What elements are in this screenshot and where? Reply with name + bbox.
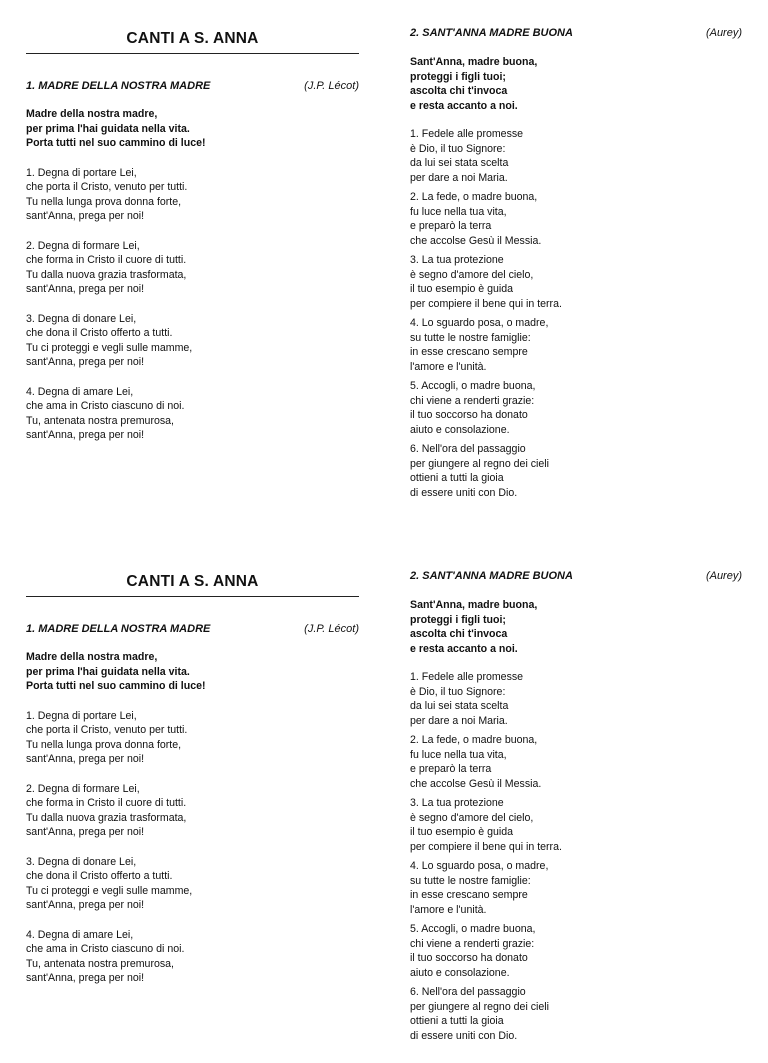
verse-line: Tu nella lunga prova donna forte, — [26, 195, 182, 208]
song1-verse-1 — [26, 709, 359, 767]
verse-line: in esse crescano sempre — [410, 346, 528, 358]
verse-line: è segno d'amore del cielo, — [410, 268, 534, 281]
verse-line: 2. Degna di formare Lei, — [26, 782, 140, 795]
verse-line: ottieni a tutti la gioia — [410, 472, 504, 484]
song1-verse-4 — [26, 385, 359, 443]
verse-line: 3. Degna di donare Lei, — [26, 312, 137, 325]
verse-line: Tu, antenata nostra premurosa, — [26, 957, 175, 970]
verse-line: che porta il Cristo, venuto per tutti. — [26, 181, 188, 193]
song2-refrain — [410, 598, 742, 656]
verse-line: sant'Anna, prega per noi! — [26, 356, 145, 368]
refrain-line: Porta tutti nel suo cammino di luce! — [26, 680, 206, 692]
verse-line: sant'Anna, prega per noi! — [26, 972, 145, 984]
song2-verse-4 — [410, 859, 742, 917]
verse-line: 2. La fede, o madre buona, — [410, 191, 538, 203]
song2-author: (Aurey) — [705, 27, 742, 39]
verse-line: l'amore e l'unità. — [410, 903, 487, 916]
song2-verse-6 — [410, 442, 742, 500]
verse-line: sant'Anna, prega per noi! — [26, 429, 145, 441]
song1-verse-3 — [26, 855, 359, 913]
song2-verse-1 — [410, 670, 742, 728]
verse-line: che ama in Cristo ciascuno di noi. — [26, 943, 185, 955]
verse-line: di essere uniti con Dio. — [410, 1029, 518, 1042]
verse-line: Tu dalla nuova grazia trasformata, — [26, 268, 187, 281]
verse-line: per compiere il bene qui in terra. — [410, 297, 562, 310]
refrain-line: per prima l'hai guidata nella vita. — [26, 665, 190, 678]
song2-header — [410, 570, 742, 582]
song2-refrain — [410, 55, 742, 113]
verse-line: Tu, antenata nostra premurosa, — [26, 414, 175, 427]
refrain-line: Porta tutti nel suo cammino di luce! — [26, 137, 206, 149]
verse-line: l'amore e l'unità. — [410, 360, 487, 373]
verse-line: 1. Fedele alle promesse — [410, 128, 524, 140]
song2-header — [410, 27, 742, 39]
refrain-line: Sant'Anna, madre buona, — [410, 56, 538, 68]
verse-line: su tutte le nostre famiglie: — [410, 874, 531, 887]
refrain-line: e resta accanto a noi. — [410, 642, 518, 655]
song1-title: 1. MADRE DELLA NOSTRA MADRE — [26, 623, 211, 635]
song1-author: (J.P. Lécot) — [304, 623, 359, 635]
leaflet-copy-bottom — [0, 543, 768, 1063]
verse-line: ottieni a tutti la gioia — [410, 1015, 504, 1027]
song1-refrain — [26, 107, 359, 151]
song2-author: (Aurey) — [705, 570, 742, 582]
song2-verse-5 — [410, 379, 742, 437]
page-title: CANTI A S. ANNA — [26, 573, 359, 597]
verse-line: 4. Lo sguardo posa, o madre, — [410, 860, 549, 872]
verse-line: sant'Anna, prega per noi! — [26, 826, 145, 838]
verse-line: Tu nella lunga prova donna forte, — [26, 738, 182, 751]
verse-line: che forma in Cristo il cuore di tutti. — [26, 254, 187, 266]
verse-line: che porta il Cristo, venuto per tutti. — [26, 724, 188, 736]
song2-verse-4 — [410, 316, 742, 374]
song1-verse-2 — [26, 782, 359, 840]
verse-line: che forma in Cristo il cuore di tutti. — [26, 797, 187, 809]
verse-line: che accolse Gesù il Messia. — [410, 777, 542, 790]
verse-line: che dona il Cristo offerto a tutti. — [26, 327, 173, 339]
refrain-line: ascolta chi t'invoca — [410, 85, 508, 97]
left-column — [26, 573, 359, 986]
verse-line: il tuo esempio è guida — [410, 283, 514, 295]
song1-header — [26, 623, 359, 635]
verse-line: da lui sei stata scelta — [410, 157, 509, 169]
song1-refrain — [26, 650, 359, 694]
verse-line: aiuto e consolazione. — [410, 966, 510, 979]
verse-line: sant'Anna, prega per noi! — [26, 899, 145, 911]
song1-verse-3 — [26, 312, 359, 370]
verse-line: chi viene a renderti grazie: — [410, 937, 535, 950]
verse-line: di essere uniti con Dio. — [410, 486, 518, 499]
verse-line: 4. Degna di amare Lei, — [26, 928, 134, 941]
verse-line: 1. Fedele alle promesse — [410, 671, 524, 683]
verse-line: su tutte le nostre famiglie: — [410, 331, 531, 344]
left-column — [26, 30, 359, 443]
verse-line: 4. Lo sguardo posa, o madre, — [410, 317, 549, 329]
song2-title: 2. SANT'ANNA MADRE BUONA — [410, 27, 573, 39]
verse-line: il tuo soccorso ha donato — [410, 409, 528, 421]
song2-verse-5 — [410, 922, 742, 980]
verse-line: sant'Anna, prega per noi! — [26, 753, 145, 765]
verse-line: 5. Accogli, o madre buona, — [410, 380, 536, 392]
verse-line: per giungere al regno dei cieli — [410, 457, 549, 470]
verse-line: che accolse Gesù il Messia. — [410, 234, 542, 247]
verse-line: 6. Nell'ora del passaggio — [410, 986, 526, 998]
verse-line: che ama in Cristo ciascuno di noi. — [26, 400, 185, 412]
verse-line: è Dio, il tuo Signore: — [410, 685, 506, 698]
song2-verse-6 — [410, 985, 742, 1043]
song1-verse-4 — [26, 928, 359, 986]
song2-title: 2. SANT'ANNA MADRE BUONA — [410, 570, 573, 582]
verse-line: 5. Accogli, o madre buona, — [410, 923, 536, 935]
verse-line: e preparò la terra — [410, 763, 492, 775]
refrain-line: Sant'Anna, madre buona, — [410, 599, 538, 611]
verse-line: per compiere il bene qui in terra. — [410, 840, 562, 853]
song2-verse-2 — [410, 733, 742, 791]
verse-line: per giungere al regno dei cieli — [410, 1000, 549, 1013]
verse-line: chi viene a renderti grazie: — [410, 394, 535, 407]
page-title: CANTI A S. ANNA — [26, 30, 359, 54]
verse-line: 1. Degna di portare Lei, — [26, 166, 137, 179]
song1-verse-2 — [26, 239, 359, 297]
refrain-line: Madre della nostra madre, — [26, 108, 158, 120]
verse-line: 2. La fede, o madre buona, — [410, 734, 538, 746]
verse-line: 1. Degna di portare Lei, — [26, 709, 137, 722]
verse-line: 3. Degna di donare Lei, — [26, 855, 137, 868]
verse-line: è segno d'amore del cielo, — [410, 811, 534, 824]
verse-line: 6. Nell'ora del passaggio — [410, 443, 526, 455]
right-column — [410, 570, 742, 1043]
refrain-line: e resta accanto a noi. — [410, 99, 518, 112]
verse-line: e preparò la terra — [410, 220, 492, 232]
verse-line: il tuo soccorso ha donato — [410, 952, 528, 964]
verse-line: da lui sei stata scelta — [410, 700, 509, 712]
verse-line: 3. La tua protezione — [410, 797, 504, 809]
song1-header — [26, 80, 359, 92]
song2-verse-1 — [410, 127, 742, 185]
verse-line: è Dio, il tuo Signore: — [410, 142, 506, 155]
refrain-line: proteggi i figli tuoi; — [410, 613, 506, 626]
verse-line: 4. Degna di amare Lei, — [26, 385, 134, 398]
verse-line: Tu ci proteggi e vegli sulle mamme, — [26, 884, 193, 897]
verse-line: 3. La tua protezione — [410, 254, 504, 266]
verse-line: 2. Degna di formare Lei, — [26, 239, 140, 252]
verse-line: sant'Anna, prega per noi! — [26, 283, 145, 295]
refrain-line: ascolta chi t'invoca — [410, 628, 508, 640]
song1-title: 1. MADRE DELLA NOSTRA MADRE — [26, 80, 211, 92]
verse-line: fu luce nella tua vita, — [410, 205, 507, 218]
refrain-line: Madre della nostra madre, — [26, 651, 158, 663]
verse-line: fu luce nella tua vita, — [410, 748, 507, 761]
song2-verse-2 — [410, 190, 742, 248]
verse-line: Tu dalla nuova grazia trasformata, — [26, 811, 187, 824]
song1-verse-1 — [26, 166, 359, 224]
song2-verse-3 — [410, 796, 742, 854]
verse-line: in esse crescano sempre — [410, 889, 528, 901]
verse-line: aiuto e consolazione. — [410, 423, 510, 436]
verse-line: per dare a noi Maria. — [410, 714, 508, 727]
verse-line: il tuo esempio è guida — [410, 826, 514, 838]
verse-line: per dare a noi Maria. — [410, 171, 508, 184]
refrain-line: per prima l'hai guidata nella vita. — [26, 122, 190, 135]
verse-line: che dona il Cristo offerto a tutti. — [26, 870, 173, 882]
verse-line: sant'Anna, prega per noi! — [26, 210, 145, 222]
song2-verse-3 — [410, 253, 742, 311]
leaflet-copy-top — [0, 0, 768, 520]
refrain-line: proteggi i figli tuoi; — [410, 70, 506, 83]
verse-line: Tu ci proteggi e vegli sulle mamme, — [26, 341, 193, 354]
song1-author: (J.P. Lécot) — [304, 80, 359, 92]
right-column — [410, 27, 742, 500]
